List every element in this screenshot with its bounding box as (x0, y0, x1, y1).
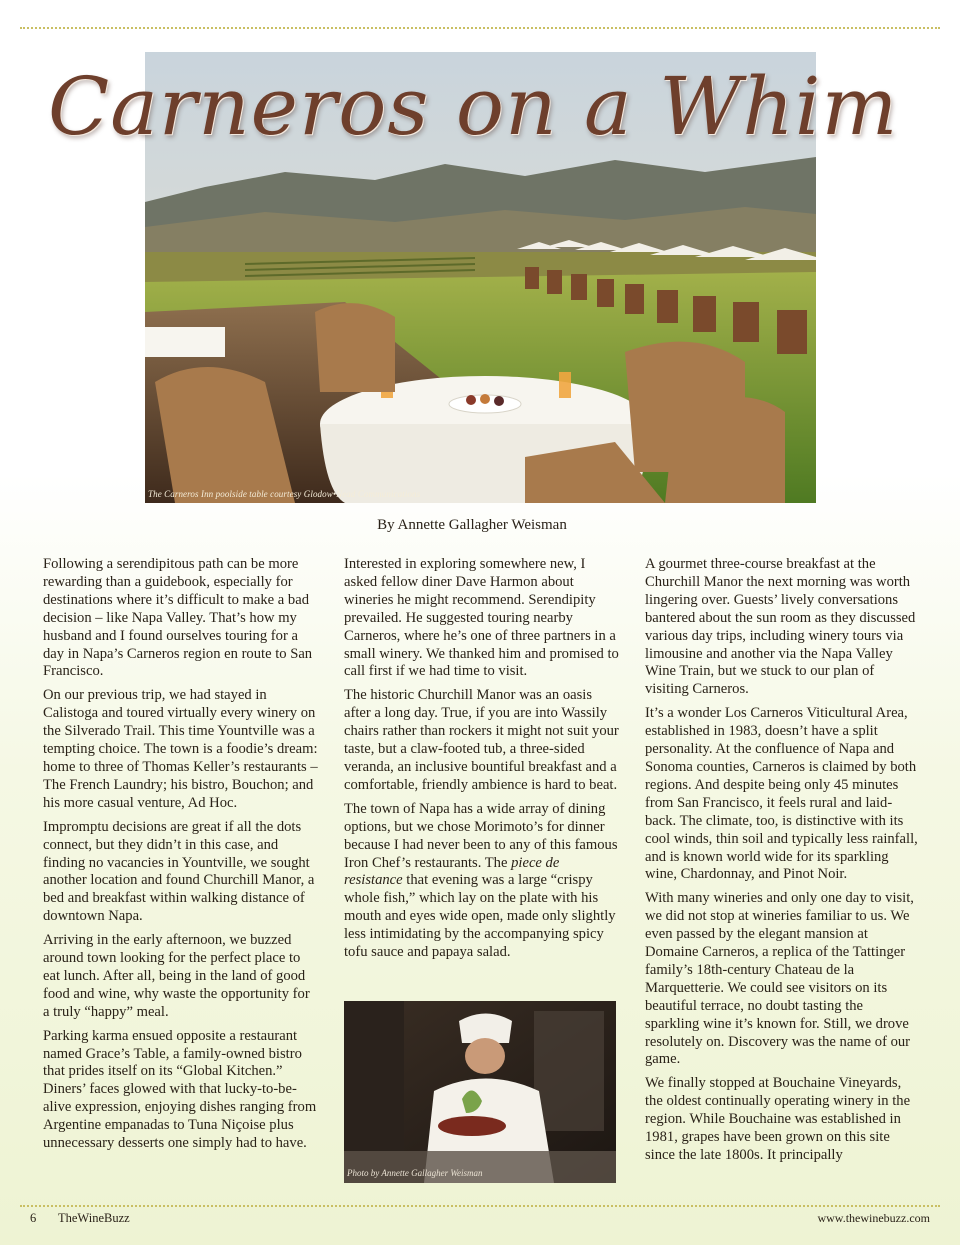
paragraph: With many wineries and only one day to visit, we did not stop at wineries familiar to us. We even passed by the elegant mansion at Domaine Carneros, a replica of the Tattinger family’s 18th-century Chateau de la Marquetterie. We could see visitors on its beautiful terrace, no doubt tasting the sparkling wine it’s known for. Still, we drove resolutely on. Discovery was the name of our game. (645, 890, 914, 1068)
bottom-dotted-rule (20, 1205, 940, 1207)
paragraph: Arriving in the early afternoon, we buzzed around town looking for the perfect place to eat lunch. After all, being in the land of good food and wine, why waste the opportunity for a truly “happy” meal. (43, 932, 310, 1020)
text-column-1 (43, 556, 318, 1159)
byline: By Annette Gallagher Weisman (377, 517, 567, 533)
text-column-3 (645, 556, 920, 1171)
paragraph: Impromptu decisions are great if all the dots connect, but they didn’t in this case, and finding no vacancies in Yountville, we sought another location and found Churchill Manor, a bed and breakfast within walking distance of downtown Napa. (43, 818, 315, 925)
magazine-name: TheWineBuzz (58, 1211, 130, 1225)
page-number: 6 (30, 1211, 37, 1225)
paragraph: It’s a wonder Los Carneros Viticultural Area, established in 1983, doesn’t have a split personality. At the confluence of Napa and Sonoma counties, Carneros is claimed by both regions. And despite being only 45 minutes from San Francisco, it feels rural and laid-back. The climate, too, is distinctive with its cool winds, thin soil and typically less rainfall, and is known world wide for its sparkling wine, Chardonnay, and Pinot Noir. (645, 705, 918, 883)
paragraph-text: The town of Napa has a wide array of dining options, but we chose Morimoto’s for dinner because I had never been to any of this famous Iron Chef’s restaurants. The (344, 800, 618, 871)
paragraph: Parking karma ensued opposite a restaurant named Grace’s Table, a family-owned bistro that prides itself on its “Global Kitchen.” Diners’ faces glowed with that lucky-to-be-alive expression, enjoying dishes ranging from Argentine empanadas to Tuna Niçoise plus unnecessary desserts one simply had to have. (43, 1027, 317, 1152)
paragraph: The historic Churchill Manor was an oasis after a long day. True, if you are into Wassily chairs rather than rockers it might not suit your taste, but a claw-footed tub, a three-sided veranda, an inclusive bountiful breakfast and a comfortable, friendly ambience is hard to beat. (344, 687, 619, 793)
paragraph: On our previous trip, we had stayed in Calistoga and toured virtually every winery on the Silverado Trail. This time Yountville was a tempting choice. The town is a foodie’s dream: home to three of Thomas Keller’s restaurants – The French Laundry; his bistro, Bouchon; and his more casual venture, Ad Hoc. (43, 687, 318, 811)
hero-photo-credit: The Carneros Inn poolside table courtesy Glodow•Nead Communications (148, 489, 421, 499)
paragraph: We finally stopped at Bouchaine Vineyards, the oldest continually operating winery in the region. While Bouchaine was established in 1981, grapes have been grown on this site since the late 1800s. It principally (645, 1075, 911, 1163)
website-link[interactable]: www.thewinebuzz.com (817, 1211, 930, 1225)
paragraph: Following a serendipitous path can be more rewarding than a guidebook, especially for destinations where it’s difficult to make a bad decision – like Napa Valley. That’s how my husband and I found ourselves touring for a day in Napa’s Carneros region en route to San Francisco. (43, 556, 313, 680)
paragraph: A gourmet three-course breakfast at the Churchill Manor the next morning was worth lingering over. Guests’ lively conversations bantered about the sun room as they discussed various day trips, including winery tours via limousine and another via the Napa Valley Wine Train, but we stuck to our plan of visiting Carneros. (645, 556, 916, 698)
top-dotted-rule (20, 27, 940, 29)
chef-photo (344, 1001, 616, 1183)
paragraph: Interested in exploring somewhere new, I asked fellow diner Dave Harmon about wineries he might recommend. Serendipity prevailed. He suggested touring nearby Carneros, where he’s one of three partners in a small winery. We thanked him and promised to call first if we had time to visit. (344, 556, 619, 680)
text-column-2 (344, 556, 619, 968)
article-title: Carneros on a Whim (48, 60, 899, 153)
paragraph (344, 801, 619, 962)
inset-photo-credit: Photo by Annette Gallagher Weisman (347, 1168, 483, 1178)
paragraph-text: that evening was a large “crispy whole fish,” which lay on the plate with his mouth and eyes wide open, made only slightly less intimidating by the accompanying spicy tofu sauce and papaya salad. (344, 872, 616, 961)
italic-phrase: piece de resistance (344, 854, 560, 889)
